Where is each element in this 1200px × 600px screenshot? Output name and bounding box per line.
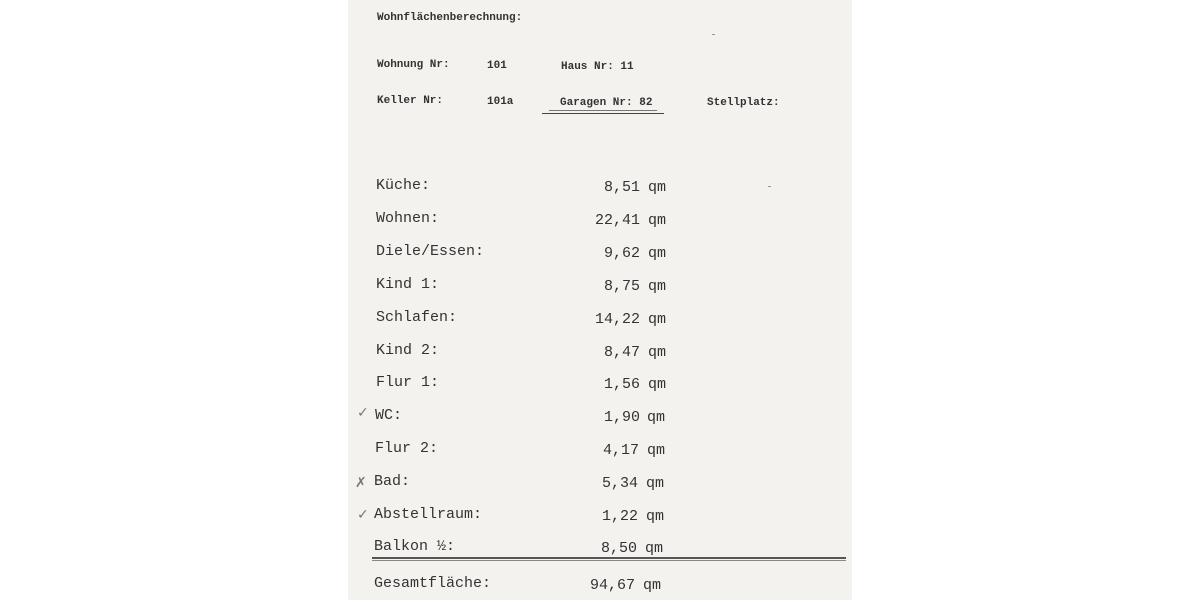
row-label: Flur 2:: [375, 440, 439, 457]
checkmark-icon: ✓: [357, 507, 369, 523]
row-value: 22,41: [594, 212, 640, 229]
scan-speck: [712, 34, 715, 35]
row-unit: qm: [648, 376, 667, 393]
row-label: Wohnen:: [376, 210, 440, 227]
row-label: Abstellraum:: [374, 506, 483, 523]
row-unit: qm: [648, 245, 667, 262]
row-value: 8,47: [603, 344, 640, 361]
row-label: Küche:: [376, 177, 431, 194]
row-value: 14,22: [594, 311, 640, 328]
row-unit: qm: [648, 179, 667, 196]
wohnung-value: 101: [487, 60, 507, 72]
row-unit: qm: [647, 409, 666, 426]
row-value: 1,56: [603, 376, 640, 393]
row-unit: qm: [648, 344, 667, 361]
keller-label: Keller Nr:: [377, 95, 444, 107]
row-value: 9,62: [603, 245, 640, 262]
row-value: 8,51: [603, 179, 640, 196]
keller-value: 101a: [487, 96, 514, 108]
checkmark-icon: ✓: [357, 405, 369, 421]
total-value: 94,67: [589, 577, 635, 594]
row-value: 1,22: [601, 508, 638, 525]
row-unit: qm: [646, 475, 665, 492]
document-title: Wohnflächenberechnung:: [377, 12, 523, 24]
garagen-underline: [549, 110, 657, 111]
row-value: 1,90: [603, 409, 640, 426]
row-unit: qm: [648, 311, 667, 328]
garagen-underline-outer: [542, 113, 664, 114]
haus-label: Haus Nr: 11: [561, 61, 634, 73]
row-label: Kind 1:: [376, 276, 440, 293]
row-unit: qm: [645, 540, 664, 557]
total-label: Gesamtfläche:: [374, 575, 492, 592]
row-unit: qm: [647, 442, 666, 459]
stellplatz-label: Stellplatz:: [707, 97, 780, 109]
total-divider: [372, 557, 846, 559]
row-label: Kind 2:: [376, 342, 440, 359]
cross-mark-icon: ✗: [355, 475, 367, 491]
row-value: 5,34: [601, 475, 638, 492]
total-divider-shadow: [372, 560, 846, 561]
row-label: Balkon ½:: [374, 538, 456, 555]
scan-speck: [768, 186, 771, 187]
row-label: Diele/Essen:: [376, 243, 485, 260]
row-label: Flur 1:: [376, 374, 440, 391]
garagen-label: Garagen Nr: 82: [560, 97, 653, 109]
row-value: 8,50: [600, 540, 637, 557]
row-label: WC:: [375, 407, 403, 424]
row-label: Bad:: [374, 473, 411, 490]
row-unit: qm: [648, 278, 667, 295]
row-value: 4,17: [602, 442, 639, 459]
row-unit: qm: [648, 212, 667, 229]
row-value: 8,75: [603, 278, 640, 295]
wohnung-label: Wohnung Nr:: [377, 59, 450, 71]
row-label: Schlafen:: [376, 309, 458, 326]
row-unit: qm: [646, 508, 665, 525]
total-unit: qm: [643, 577, 662, 594]
